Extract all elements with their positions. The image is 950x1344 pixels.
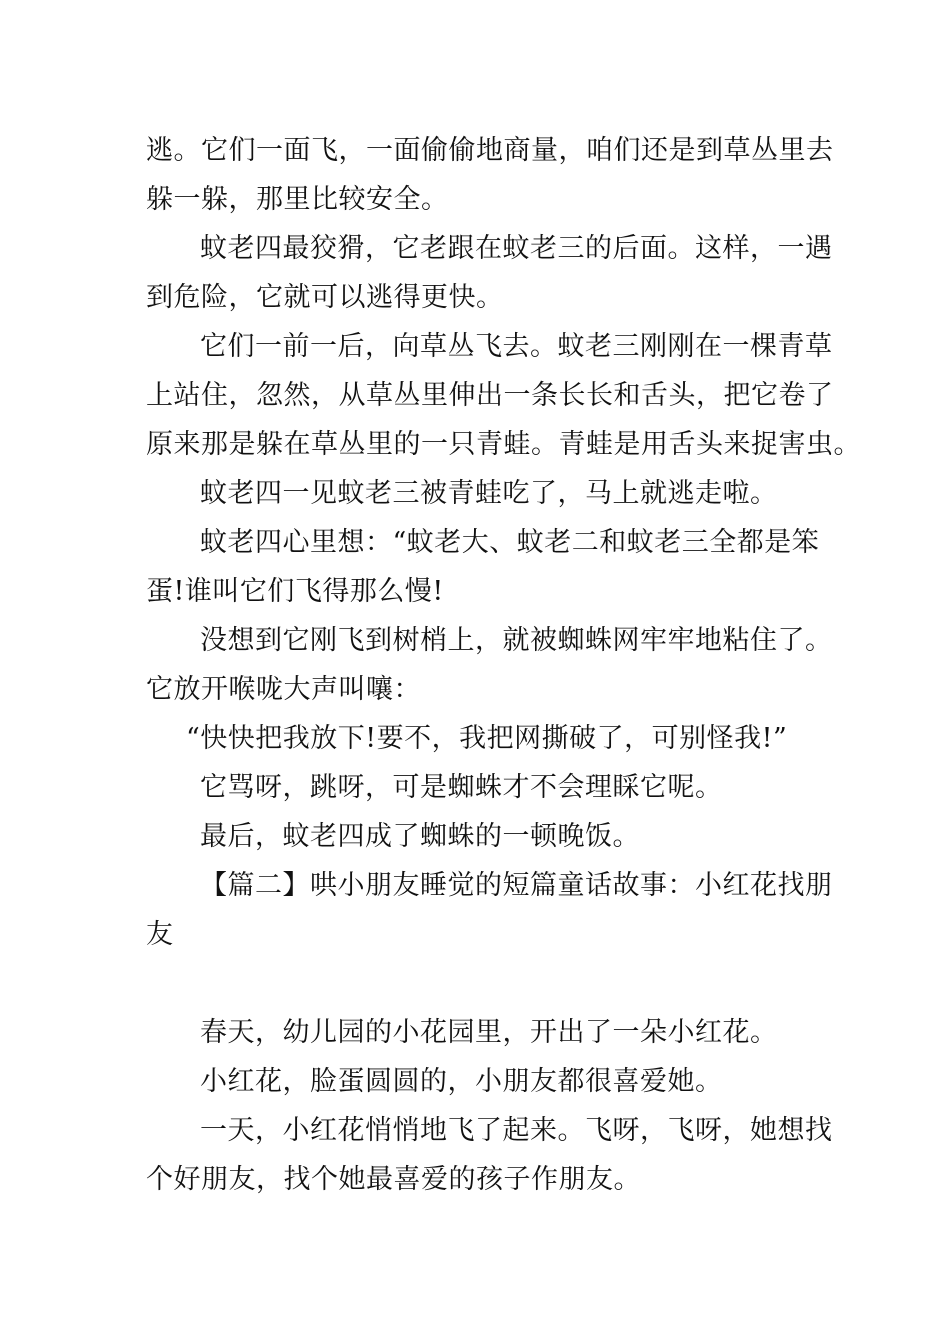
blank-line	[146, 959, 816, 1008]
paragraph-start-line: 一天，小红花悄悄地飞了起来。飞呀，飞呀，她想找	[200, 1115, 833, 1146]
text-line: 上站住，忽然，从草丛里伸出一条长长和舌头，把它卷了	[146, 380, 834, 411]
text-line: 它放开喉咙大声叫嚷：	[146, 674, 421, 705]
paragraph-start-line: 它骂呀，跳呀，可是蜘蛛才不会理睬它呢。	[200, 772, 723, 803]
paragraph-start-line: 蚊老四一见蚊老三被青蛙吃了，马上就逃走啦。	[200, 478, 778, 509]
text-line: 个好朋友，找个她最喜爱的孩子作朋友。	[146, 1164, 641, 1195]
section-heading-continuation: 友	[146, 919, 174, 950]
paragraph-start-line: 春天，幼儿园的小花园里，开出了一朵小红花。	[200, 1017, 778, 1048]
paragraph-start-line: 蚊老四最狡猾，它老跟在蚊老三的后面。这样，一遇	[200, 233, 833, 264]
text-line: 蛋!谁叫它们飞得那么慢!	[146, 576, 444, 607]
paragraph-start-line: 它们一前一后，向草丛飞去。蚊老三刚刚在一棵青草	[200, 331, 833, 362]
text-line: 逃。它们一面飞，一面偷偷地商量，咱们还是到草丛里去	[146, 135, 834, 166]
paragraph-start-line: 小红花，脸蛋圆圆的，小朋友都很喜爱她。	[200, 1066, 723, 1097]
section-heading: 【篇二】哄小朋友睡觉的短篇童话故事：小红花找朋	[200, 870, 833, 901]
paragraph-start-line: 没想到它刚飞到树梢上，就被蜘蛛网牢牢地粘住了。	[200, 625, 833, 656]
text-line: 原来那是躲在草丛里的一只青蛙。青蛙是用舌头来捉害虫。	[146, 429, 861, 460]
story-text	[146, 126, 861, 1204]
paragraph-start-line: 最后，蚊老四成了蜘蛛的一顿晚饭。	[200, 821, 640, 852]
quote-line: “快快把我放下!要不，我把网撕破了，可别怪我!”	[186, 723, 788, 754]
text-line: 到危险，它就可以逃得更快。	[146, 282, 504, 313]
text-line: 躲一躲，那里比较安全。	[146, 184, 449, 215]
paragraph-start-line: 蚊老四心里想：“蚊老大、蚊老二和蚊老三全都是笨	[200, 527, 820, 558]
